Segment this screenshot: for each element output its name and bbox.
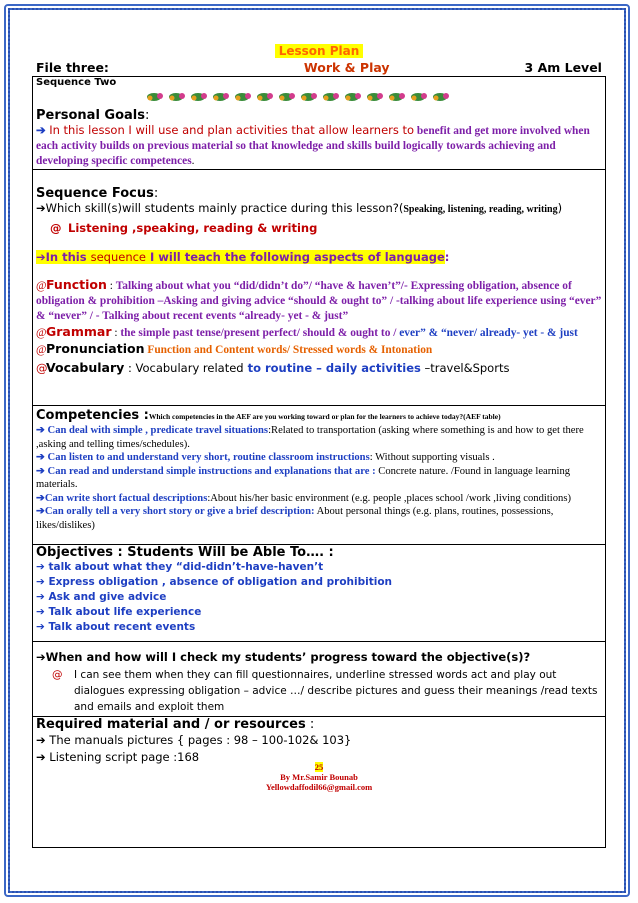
materials-list [36, 732, 602, 766]
teach-aspects-line: ➔In this sequence I will teach the following aspects of language: [36, 250, 450, 264]
objectives-heading: Objectives : Students Will be Able To…. : [36, 545, 334, 560]
bullet-swirl-icon: @ [52, 669, 63, 681]
bullet-swirl-icon: @ [36, 280, 47, 292]
bullet-swirl-icon: @ [36, 327, 47, 339]
list-item: ➔ Talk about life experience [36, 606, 202, 618]
list-item: ➔ Can read and understand simple instructions and explanations that are : Concrete nature. /Found in language learning materials. [36, 465, 571, 490]
grammar-line: @Grammar : the simple past tense/present perfect/ should & ought to / ever” & “never/ already- yet - & just [36, 324, 578, 339]
list-item: ➔Can orally tell a very short story or give a brief description: About personal things (e.g. plans, routines, possessions, likes/dislikes) [36, 506, 554, 531]
list-item: ➔ Can deal with simple , predicate travel situations:Related to transportation (asking where something is and how to get there ,asking and telling times/schedules). [36, 425, 584, 450]
sequence-focus-heading: Sequence Focus: [36, 186, 159, 201]
right-arrow-icon: ➔ [36, 250, 46, 264]
bullet-swirl-icon: @ [36, 361, 48, 375]
level-label: 3 Am Level [524, 60, 602, 75]
skills-question: ➔Which skill(s)will students mainly practice during this lesson?(Speaking, listening, reading, writing) [36, 201, 563, 215]
objectives-list [36, 560, 602, 635]
competencies-heading-row: Competencies :Which competencies in the AEF are you working toward or plan for the learners to achieve today?(AEF table) [36, 408, 501, 423]
pronunciation-line: @Pronunciation Function and Content words/ Stressed words & Intonation [36, 341, 433, 356]
page-number: 25 [314, 762, 324, 772]
list-item: ➔ The manuals pictures { pages : 98 – 100-102& 103} [36, 733, 352, 747]
list-item: ➔ Listening script page :168 [36, 750, 200, 764]
personal-goals-heading: Personal Goals: [36, 108, 150, 123]
personal-goals-cell [33, 77, 606, 170]
function-line: @Function : Talking about what you “did/didn’t do”/ “have & haven’t”/- Expressing obligation, absence of obligation & prohibition –Asking and giving advice “should & ought to” / -talking about life experience using “ever” & “never” / - Talking about recent events “already- yet - & just” [36, 277, 602, 322]
list-item: ➔ talk about what they “did-didn’t-have-haven’t [36, 561, 324, 573]
right-arrow-icon: ➔ [36, 125, 46, 137]
list-item: ➔ Can listen to and understand very short, routine classroom instructions: Without supporting visuals . [36, 452, 495, 463]
list-item: ➔ Express obligation , absence of obligation and prohibition [36, 576, 393, 588]
lesson-plan-page [32, 44, 606, 848]
author-name: By Mr.Samir Bounab [280, 772, 358, 782]
check-heading: ➔When and how will I check my students’ progress toward the objective(s)? [36, 650, 531, 664]
lesson-plan-table [32, 76, 606, 848]
bullet-swirl-icon: @ [36, 344, 47, 356]
header-row [32, 58, 606, 76]
list-item: ➔ Talk about recent events [36, 621, 196, 633]
check-text: @ I can see them when they can fill questionnaires, underline stressed words act and play out dialogues expressing obligation – advice …/ describe pictures and guess their meanings /read texts and emails and exploit them [52, 669, 598, 713]
sequence-focus-cell [33, 170, 606, 406]
right-arrow-icon: ➔ [36, 201, 46, 215]
author-email: Yellowdaffodil66@gmail.com [265, 782, 373, 792]
materials-heading: Required material and / or resources : [36, 717, 315, 732]
skills-line: @ Listening ,speaking, reading & writing [50, 221, 318, 235]
right-arrow-icon: ➔ [36, 650, 46, 664]
unit-title: Work & Play [303, 60, 390, 75]
objectives-cell [33, 545, 606, 642]
page-title: Lesson Plan [275, 44, 363, 58]
sequence-label: Sequence Two [36, 77, 117, 88]
materials-cell [33, 717, 606, 848]
competencies-list [36, 424, 602, 532]
list-item: ➔Can write short factual descriptions:About his/her basic environment (e.g. people ,places school /work ,living conditions) [36, 492, 571, 504]
progress-check-cell [33, 642, 606, 717]
flower-border-icon [146, 90, 456, 104]
bullet-swirl-icon: @ [50, 221, 62, 235]
vocabulary-line: @Vocabulary : Vocabulary related to routine – daily activities –travel&Sports [36, 360, 510, 375]
file-label: File three: [36, 60, 109, 75]
list-item: ➔ Ask and give advice [36, 591, 167, 603]
personal-goals-text: ➔ In this lesson I will use and plan activities that allow learners to benefit and get more involved when each activity builds on previous material so that knowledge and skills build logically towards achieving and developing specific competences. [36, 123, 590, 167]
competencies-cell [33, 406, 606, 545]
page-footer [36, 762, 602, 792]
